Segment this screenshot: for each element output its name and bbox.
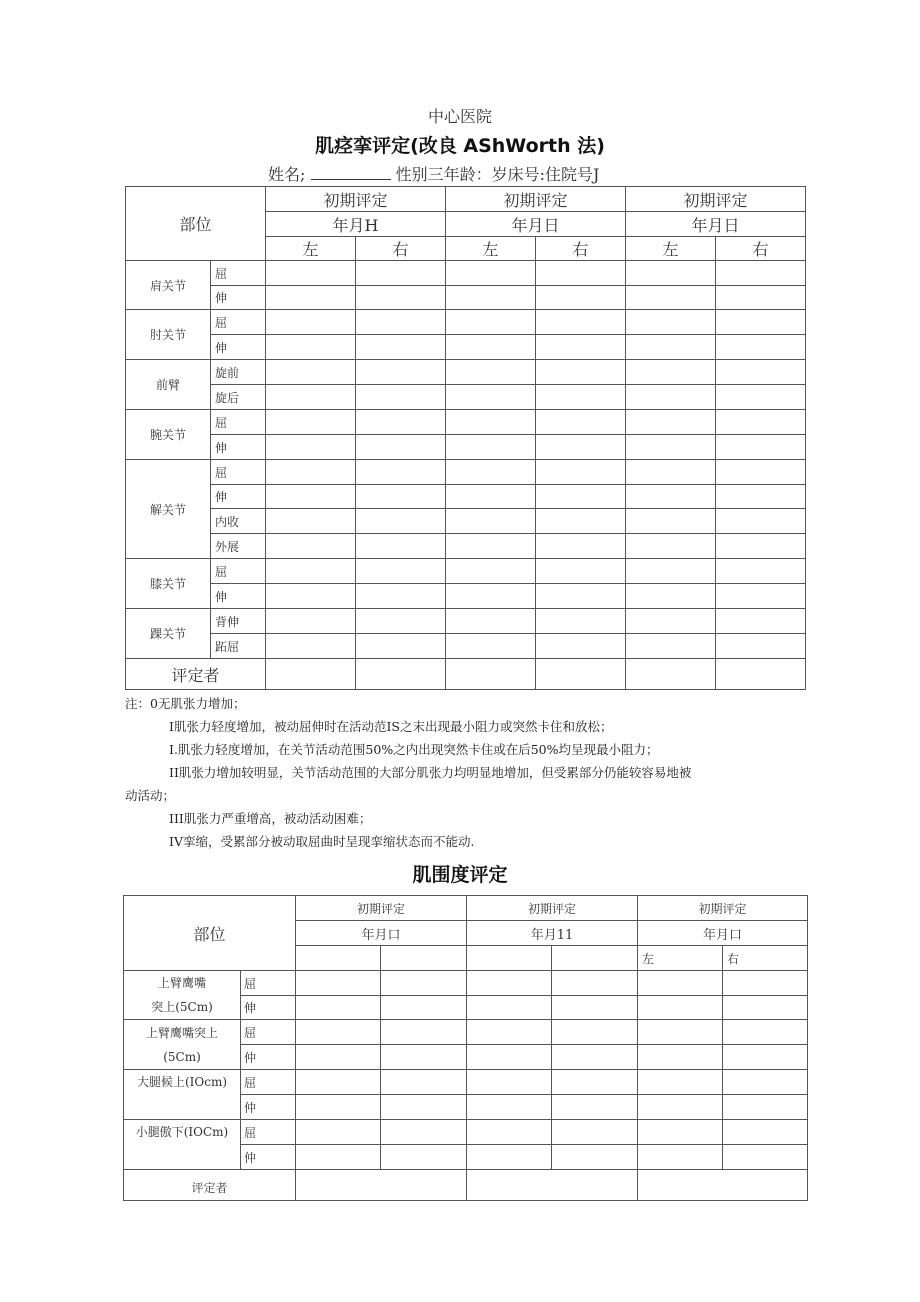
movement-label: 仲: [241, 1045, 296, 1070]
table-row: [126, 659, 806, 690]
score-cell[interactable]: [266, 460, 356, 485]
part-header: 部位: [124, 896, 296, 971]
site-calf: [124, 1120, 241, 1170]
table-row: [126, 261, 806, 286]
measure-cell[interactable]: [381, 1020, 467, 1045]
measure-cell[interactable]: [381, 1145, 467, 1170]
score-cell[interactable]: [446, 509, 536, 534]
table-row: [124, 971, 808, 996]
site-line: 上臂鹰嘴突上: [145, 1025, 218, 1040]
score-cell[interactable]: [356, 509, 446, 534]
movement-label: 伸: [211, 335, 266, 360]
measure-cell[interactable]: [723, 1120, 808, 1145]
evaluator-label: 评定者: [126, 659, 266, 690]
score-cell[interactable]: [626, 634, 716, 659]
score-cell[interactable]: [356, 410, 446, 435]
measure-cell[interactable]: [638, 1095, 723, 1120]
score-cell[interactable]: [536, 286, 626, 310]
score-cell[interactable]: [626, 360, 716, 385]
measure-cell[interactable]: [296, 1020, 381, 1045]
movement-label: 旋后: [211, 385, 266, 410]
score-cell[interactable]: [626, 286, 716, 310]
measure-cell[interactable]: [723, 1070, 808, 1095]
score-cell[interactable]: [626, 584, 716, 609]
score-cell[interactable]: [536, 609, 626, 634]
score-cell[interactable]: [626, 335, 716, 360]
movement-label: 旋前: [211, 360, 266, 385]
evaluator-cell[interactable]: [266, 659, 356, 690]
score-cell[interactable]: [446, 534, 536, 559]
measure-cell[interactable]: [381, 1095, 467, 1120]
right-label: 右: [536, 237, 626, 261]
score-cell[interactable]: [446, 410, 536, 435]
score-cell[interactable]: [446, 286, 536, 310]
measure-cell[interactable]: [638, 996, 723, 1020]
measure-cell[interactable]: [296, 1095, 381, 1120]
score-cell[interactable]: [446, 385, 536, 410]
measure-cell[interactable]: [296, 1145, 381, 1170]
site-upper-arm-2: [124, 1020, 241, 1070]
measure-cell[interactable]: [296, 971, 381, 996]
right-label: 右: [716, 237, 806, 261]
movement-label: 仲: [241, 1095, 296, 1120]
table-row: [124, 1020, 808, 1045]
table-row: [126, 534, 806, 559]
score-cell[interactable]: [716, 310, 806, 335]
score-cell[interactable]: [446, 335, 536, 360]
joint-ankle: 踝关节: [126, 609, 211, 659]
score-cell[interactable]: [356, 310, 446, 335]
movement-label: 屈: [241, 1070, 296, 1095]
score-cell[interactable]: [626, 559, 716, 584]
left-label: 左: [626, 237, 716, 261]
left-label: 左: [638, 946, 723, 971]
blank-cell: [296, 946, 381, 971]
eval-date-3: 年月口: [638, 921, 808, 946]
patient-info-rest: 性别三年龄：岁床号:住院号J: [395, 165, 600, 184]
note-line: I肌张力轻度增加，被动屈伸时在活动范IS之末出现最小阻力或突然卡住和放松；: [169, 719, 613, 734]
score-cell[interactable]: [266, 286, 356, 310]
table-row: [126, 609, 806, 634]
score-cell[interactable]: [716, 261, 806, 286]
measure-cell[interactable]: [552, 1095, 638, 1120]
name-blank[interactable]: [311, 167, 391, 180]
measure-cell[interactable]: [467, 1095, 552, 1120]
measure-cell[interactable]: [723, 1020, 808, 1045]
score-cell[interactable]: [356, 385, 446, 410]
measure-cell[interactable]: [552, 971, 638, 996]
score-cell[interactable]: [716, 584, 806, 609]
table-row: [126, 360, 806, 385]
table-row: [126, 310, 806, 335]
part-header: 部位: [126, 187, 266, 261]
score-cell[interactable]: [716, 460, 806, 485]
movement-label: 屈: [211, 261, 266, 286]
measure-cell[interactable]: [638, 1045, 723, 1070]
movement-label: 屈: [241, 1120, 296, 1145]
movement-label: 屈: [211, 410, 266, 435]
score-cell[interactable]: [626, 385, 716, 410]
eval-label-2: 初期评定: [446, 187, 626, 212]
score-cell[interactable]: [626, 261, 716, 286]
blank-cell: [381, 946, 467, 971]
score-cell[interactable]: [536, 261, 626, 286]
site-line: 突上(5Cm): [151, 1000, 213, 1014]
score-cell[interactable]: [356, 609, 446, 634]
movement-label: 伸: [211, 286, 266, 310]
hospital-name: 中心医院: [427, 107, 492, 126]
eval-date-3: 年月日: [626, 212, 806, 237]
score-cell[interactable]: [356, 634, 446, 659]
measure-cell[interactable]: [381, 1045, 467, 1070]
measure-cell[interactable]: [381, 996, 467, 1020]
left-label: 左: [266, 237, 356, 261]
circumference-table: [123, 895, 808, 1201]
table-row: [124, 1070, 808, 1095]
score-cell[interactable]: [266, 509, 356, 534]
score-cell[interactable]: [716, 609, 806, 634]
evaluator-label: 评定者: [124, 1170, 296, 1201]
measure-cell[interactable]: [381, 1070, 467, 1095]
score-cell[interactable]: [446, 261, 536, 286]
movement-label: 屈: [211, 310, 266, 335]
measure-cell[interactable]: [638, 1020, 723, 1045]
score-cell[interactable]: [536, 460, 626, 485]
eval-date-2: 年月日: [446, 212, 626, 237]
score-cell[interactable]: [266, 385, 356, 410]
score-cell[interactable]: [626, 485, 716, 509]
movement-label: 跖屈: [211, 634, 266, 659]
measure-cell[interactable]: [296, 1070, 381, 1095]
measure-cell[interactable]: [467, 1045, 552, 1070]
score-cell[interactable]: [536, 385, 626, 410]
joint-wrist: 腕关节: [126, 410, 211, 460]
measure-cell[interactable]: [552, 1045, 638, 1070]
measure-cell[interactable]: [467, 1020, 552, 1045]
score-cell[interactable]: [266, 335, 356, 360]
score-cell[interactable]: [356, 435, 446, 460]
score-cell[interactable]: [266, 584, 356, 609]
score-cell[interactable]: [626, 509, 716, 534]
movement-label: 屈: [211, 460, 266, 485]
measure-cell[interactable]: [638, 1070, 723, 1095]
site-thigh: [124, 1070, 241, 1120]
note-line: I.肌张力轻度增加，在关节活动范围50%之内出现突然卡住或在后50%均呈现最小阻力；: [169, 742, 659, 757]
score-cell[interactable]: [446, 310, 536, 335]
joint-shoulder: 肩关节: [126, 261, 211, 310]
score-cell[interactable]: [266, 410, 356, 435]
measure-cell[interactable]: [467, 971, 552, 996]
movement-label: 背伸: [211, 609, 266, 634]
score-cell[interactable]: [446, 584, 536, 609]
score-cell[interactable]: [266, 559, 356, 584]
movement-label: 伸: [211, 435, 266, 460]
measure-cell[interactable]: [296, 1120, 381, 1145]
table-row: [126, 584, 806, 609]
score-cell[interactable]: [626, 435, 716, 460]
movement-label: 伸: [241, 996, 296, 1020]
score-cell[interactable]: [716, 559, 806, 584]
joint-hip: 解关节: [126, 460, 211, 559]
score-cell[interactable]: [266, 485, 356, 509]
evaluator-cell[interactable]: [638, 1170, 808, 1201]
table-row: [126, 385, 806, 410]
eval-date-2: 年月11: [467, 921, 638, 946]
score-cell[interactable]: [356, 360, 446, 385]
eval-label-2: 初期评定: [467, 896, 638, 921]
score-cell[interactable]: [716, 534, 806, 559]
measure-cell[interactable]: [723, 1095, 808, 1120]
score-cell[interactable]: [536, 435, 626, 460]
score-cell[interactable]: [266, 534, 356, 559]
movement-label: 内收: [211, 509, 266, 534]
evaluator-cell[interactable]: [356, 659, 446, 690]
note-line: II肌张力增加较明显，关节活动范围的大部分肌张力均明显地增加，但受累部分仍能较容易地被: [169, 765, 692, 780]
score-cell[interactable]: [446, 559, 536, 584]
score-cell[interactable]: [446, 485, 536, 509]
score-cell[interactable]: [536, 634, 626, 659]
score-cell[interactable]: [446, 435, 536, 460]
eval-label-1: 初期评定: [296, 896, 467, 921]
score-cell[interactable]: [536, 410, 626, 435]
score-cell[interactable]: [626, 534, 716, 559]
score-cell[interactable]: [626, 310, 716, 335]
measure-cell[interactable]: [552, 1070, 638, 1095]
scale-notes: [125, 692, 805, 853]
score-cell[interactable]: [536, 559, 626, 584]
note-line: IV挛缩，受累部分被动取屈曲时呈现挛缩状态而不能动.: [169, 834, 475, 849]
table-row: [126, 435, 806, 460]
measure-cell[interactable]: [552, 1145, 638, 1170]
measure-cell[interactable]: [381, 1120, 467, 1145]
score-cell[interactable]: [626, 460, 716, 485]
score-cell[interactable]: [446, 360, 536, 385]
joint-elbow: 肘关节: [126, 310, 211, 360]
table-row: [126, 410, 806, 435]
left-label: 左: [446, 237, 536, 261]
name-label: 姓名;: [268, 165, 306, 184]
table-row: [126, 460, 806, 485]
eval-label-3: 初期评定: [638, 896, 808, 921]
measure-cell[interactable]: [723, 971, 808, 996]
score-cell[interactable]: [356, 485, 446, 509]
score-cell[interactable]: [536, 509, 626, 534]
table-row: [124, 1170, 808, 1201]
right-label: 右: [356, 237, 446, 261]
measure-cell[interactable]: [552, 996, 638, 1020]
measure-cell[interactable]: [467, 1120, 552, 1145]
score-cell[interactable]: [266, 435, 356, 460]
score-cell[interactable]: [266, 261, 356, 286]
score-cell[interactable]: [446, 460, 536, 485]
note-line: 注：0无肌张力增加；: [125, 696, 246, 711]
score-cell[interactable]: [716, 634, 806, 659]
measure-cell[interactable]: [296, 1045, 381, 1070]
score-cell[interactable]: [716, 286, 806, 310]
measure-cell[interactable]: [381, 971, 467, 996]
blank-cell: [552, 946, 638, 971]
measure-cell[interactable]: [723, 1045, 808, 1070]
score-cell[interactable]: [536, 310, 626, 335]
movement-label: 仲: [241, 1145, 296, 1170]
patient-info-line: [268, 162, 599, 185]
score-cell[interactable]: [716, 410, 806, 435]
measure-cell[interactable]: [552, 1020, 638, 1045]
site-line: (5Cm): [163, 1049, 201, 1064]
score-cell[interactable]: [356, 335, 446, 360]
evaluator-cell[interactable]: [467, 1170, 638, 1201]
score-cell[interactable]: [446, 634, 536, 659]
movement-label: 屈: [211, 559, 266, 584]
eval-date-1: 年月口: [296, 921, 467, 946]
measure-cell[interactable]: [296, 996, 381, 1020]
blank-cell: [467, 946, 552, 971]
measure-cell[interactable]: [638, 971, 723, 996]
evaluator-cell[interactable]: [716, 659, 806, 690]
score-cell[interactable]: [716, 509, 806, 534]
score-cell[interactable]: [356, 534, 446, 559]
measure-cell[interactable]: [723, 996, 808, 1020]
score-cell[interactable]: [716, 385, 806, 410]
site-line: 上臂鹰嘴: [157, 976, 206, 990]
score-cell[interactable]: [356, 584, 446, 609]
score-cell[interactable]: [266, 360, 356, 385]
table-row: [126, 335, 806, 360]
spasticity-title: 肌痉挛评定(改良 AShWorth 法): [315, 135, 605, 157]
circumference-title: 肌围度评定: [412, 864, 508, 886]
eval-label-3: 初期评定: [626, 187, 806, 212]
site-upper-arm-1: [124, 971, 241, 1020]
note-line: III肌张力严重增高，被动活动困难；: [169, 811, 372, 826]
score-cell[interactable]: [626, 410, 716, 435]
note-line: 动活动；: [125, 788, 176, 803]
measure-cell[interactable]: [638, 1120, 723, 1145]
movement-label: 屈: [241, 971, 296, 996]
score-cell[interactable]: [716, 485, 806, 509]
score-cell[interactable]: [716, 360, 806, 385]
movement-label: 伸: [211, 584, 266, 609]
score-cell[interactable]: [356, 460, 446, 485]
table-row: [126, 485, 806, 509]
table-row: [126, 509, 806, 534]
score-cell[interactable]: [536, 335, 626, 360]
score-cell[interactable]: [266, 609, 356, 634]
score-cell[interactable]: [626, 609, 716, 634]
movement-label: 伸: [211, 485, 266, 509]
score-cell[interactable]: [356, 261, 446, 286]
evaluator-cell[interactable]: [626, 659, 716, 690]
score-cell[interactable]: [356, 559, 446, 584]
measure-cell[interactable]: [467, 1145, 552, 1170]
score-cell[interactable]: [536, 485, 626, 509]
eval-date-1: 年月H: [266, 212, 446, 237]
score-cell[interactable]: [266, 310, 356, 335]
site-line: 小腿傲下(IOCm): [135, 1125, 229, 1139]
score-cell[interactable]: [536, 584, 626, 609]
score-cell[interactable]: [266, 634, 356, 659]
movement-label: 屈: [241, 1020, 296, 1045]
table-row: [124, 1120, 808, 1145]
measure-cell[interactable]: [467, 996, 552, 1020]
joint-knee: 膝关节: [126, 559, 211, 609]
measure-cell[interactable]: [723, 1145, 808, 1170]
movement-label: 外展: [211, 534, 266, 559]
right-label: 右: [723, 946, 808, 971]
evaluator-cell[interactable]: [296, 1170, 467, 1201]
evaluator-cell[interactable]: [446, 659, 536, 690]
eval-label-1: 初期评定: [266, 187, 446, 212]
score-cell[interactable]: [446, 609, 536, 634]
table-row: [126, 559, 806, 584]
score-cell[interactable]: [536, 534, 626, 559]
measure-cell[interactable]: [467, 1070, 552, 1095]
score-cell[interactable]: [356, 286, 446, 310]
score-cell[interactable]: [536, 360, 626, 385]
joint-forearm: 前臂: [126, 360, 211, 410]
site-line: 大腿候上(IOcm): [136, 1075, 228, 1089]
table-row: [126, 634, 806, 659]
evaluator-cell[interactable]: [536, 659, 626, 690]
score-cell[interactable]: [716, 335, 806, 360]
table-row: [126, 286, 806, 310]
measure-cell[interactable]: [552, 1120, 638, 1145]
score-cell[interactable]: [716, 435, 806, 460]
spasticity-table: [125, 186, 806, 690]
measure-cell[interactable]: [638, 1145, 723, 1170]
